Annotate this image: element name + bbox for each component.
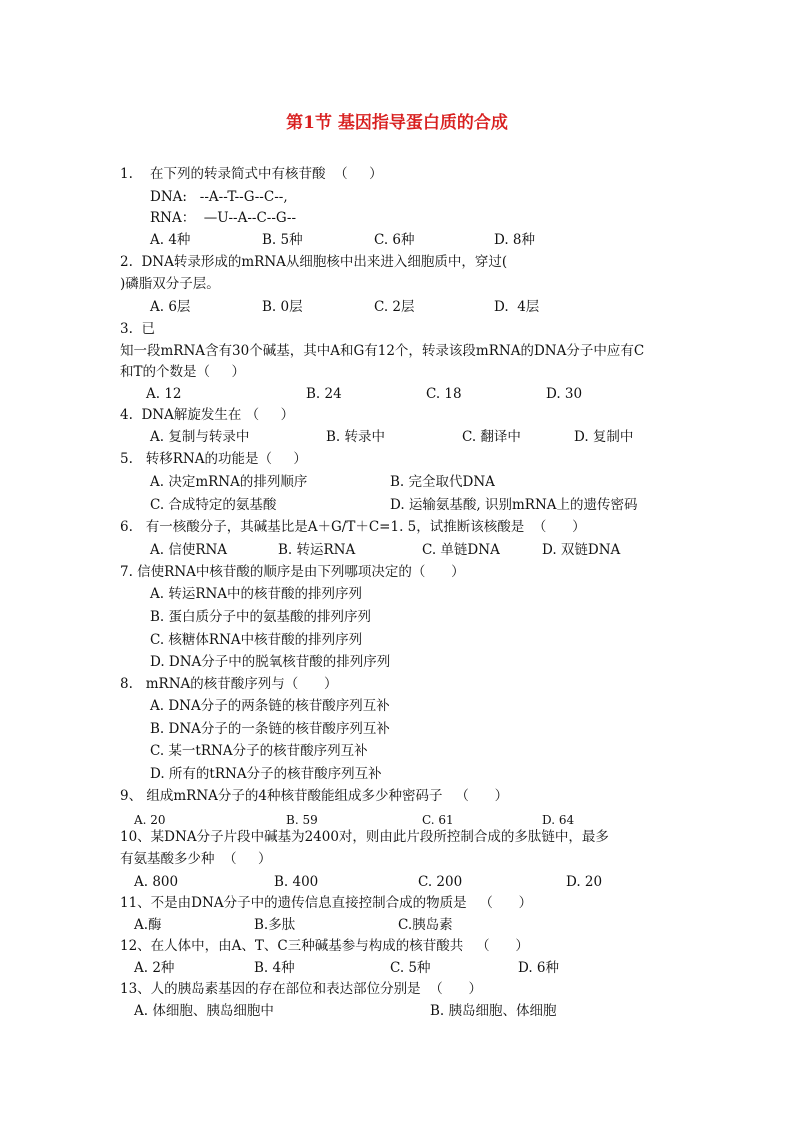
option-b: B.多肽 (254, 917, 296, 933)
option-c: C. 5种 (390, 960, 431, 976)
option-d: D. 6种 (518, 960, 560, 976)
question-stem: 13、人的胰岛素基因的存在部位和表达部位分别是 （ ） (120, 981, 483, 997)
option-b: B. 5种 (262, 232, 303, 248)
option-a: A. 800 (134, 874, 179, 890)
option-d: D. 所有的tRNA分子的核苷酸序列互补 (150, 766, 382, 782)
question-stem-cont: 有氨基酸多少种 （ ） (120, 851, 272, 867)
option-c: C. 某一tRNA分子的核苷酸序列互补 (150, 743, 368, 759)
question-stem: 5. 转移RNA的功能是（ ） (120, 451, 307, 467)
option-b: B. DNA分子的一条链的核苷酸序列互补 (150, 721, 390, 737)
option-c: C. 单链DNA (422, 542, 500, 558)
option-b: B. 完全取代DNA (390, 474, 495, 490)
option-c: C.胰岛素 (398, 917, 453, 933)
option-b: B. 0层 (262, 299, 303, 315)
rna-sequence: RNA： —U--A--C--G-- (150, 210, 297, 226)
option-b: B. 400 (274, 874, 319, 890)
option-b: B. 转录中 (326, 429, 386, 445)
option-a: A. 复制与转录中 (150, 429, 250, 445)
question-stem-cont: )磷脂双分子层。 (120, 276, 220, 292)
option-a: A. 6层 (150, 299, 191, 315)
option-a: A. 4种 (150, 232, 191, 248)
question-stem: 8. mRNA的核苷酸序列与（ ） (120, 676, 338, 692)
option-a: A. 2种 (134, 960, 175, 976)
option-b: B. 59 (286, 813, 318, 827)
option-b: B. 24 (306, 386, 342, 402)
option-d: D. 双链DNA (542, 542, 621, 558)
question-stem: 7. 信使RNA中核苷酸的顺序是由下列哪项决定的（ ） (120, 564, 465, 580)
option-b: B. 转运RNA (278, 542, 356, 558)
question-stem: 3. 已 (120, 321, 155, 337)
option-d: D. 8种 (494, 232, 536, 248)
question-stem: 2. DNA转录形成的mRNA从细胞核中出来进入细胞质中，穿过( (120, 254, 508, 270)
option-a: A. 12 (146, 386, 182, 402)
option-a: A. DNA分子的两条链的核苷酸序列互补 (150, 698, 390, 714)
option-b: B. 胰岛细胞、体细胞 (430, 1003, 557, 1019)
question-stem-cont: 知一段mRNA含有30个碱基，其中A和G有12个，转录该段mRNA的DNA分子中应有C (120, 343, 645, 359)
option-a: A. 体细胞、胰岛细胞中 (134, 1003, 274, 1019)
option-d: D. 64 (542, 813, 575, 827)
option-d: D. 4层 (494, 299, 540, 315)
option-a: A. 决定mRNA的排列顺序 (150, 474, 308, 490)
question-stem: 12、在人体中，由A、T、C三种碱基参与构成的核苷酸共 （ ） (120, 938, 529, 954)
option-d: D. 20 (566, 874, 603, 890)
question-stem-cont: 和T的个数是（ ） (120, 364, 245, 380)
option-c: C. 61 (422, 813, 454, 827)
question-stem: 9、 组成mRNA分子的4种核苷酸能组成多少种密码子 （ ） (120, 788, 509, 804)
option-c: C. 核糖体RNA中核苷酸的排列序列 (150, 632, 363, 648)
option-d: D. DNA分子中的脱氧核苷酸的排列序列 (150, 654, 391, 670)
question-stem: 4. DNA解旋发生在 （ ） (120, 407, 295, 423)
option-d: D. 30 (546, 386, 583, 402)
question-stem: 11、不是由DNA分子中的遗传信息直接控制合成的物质是 （ ） (120, 895, 533, 911)
option-a: A. 信使RNA (150, 542, 228, 558)
option-b: B. 蛋白质分子中的氨基酸的排列序列 (150, 609, 372, 625)
option-d: D. 复制中 (574, 429, 634, 445)
option-c: C. 18 (426, 386, 462, 402)
option-a: A. 20 (134, 813, 166, 827)
option-c: C. 翻译中 (462, 429, 521, 445)
option-c: C. 合成特定的氨基酸 (150, 497, 277, 513)
dna-sequence: DNA: --A--T--G--C--, (150, 189, 288, 205)
option-c: C. 200 (418, 874, 463, 890)
question-stem: 6. 有一核酸分子，其碱基比是A＋G/T＋C=1. 5，试推断该核酸是 （ ） (120, 519, 586, 535)
option-c: C. 6种 (374, 232, 415, 248)
option-a: A. 转运RNA中的核苷酸的排列序列 (150, 586, 363, 602)
option-d: D. 运输氨基酸, 识别mRNA上的遗传密码 (390, 497, 638, 513)
question-stem: 1. 在下列的转录简式中有核苷酸 （ ） (120, 166, 383, 182)
option-b: B. 4种 (254, 960, 295, 976)
question-stem: 10、某DNA分子片段中碱基为2400对，则由此片段所控制合成的多肽链中，最多 (120, 829, 609, 845)
page-title: 第1节 基因指导蛋白质的合成 (286, 113, 508, 133)
option-c: C. 2层 (374, 299, 415, 315)
option-a: A.酶 (134, 917, 162, 933)
